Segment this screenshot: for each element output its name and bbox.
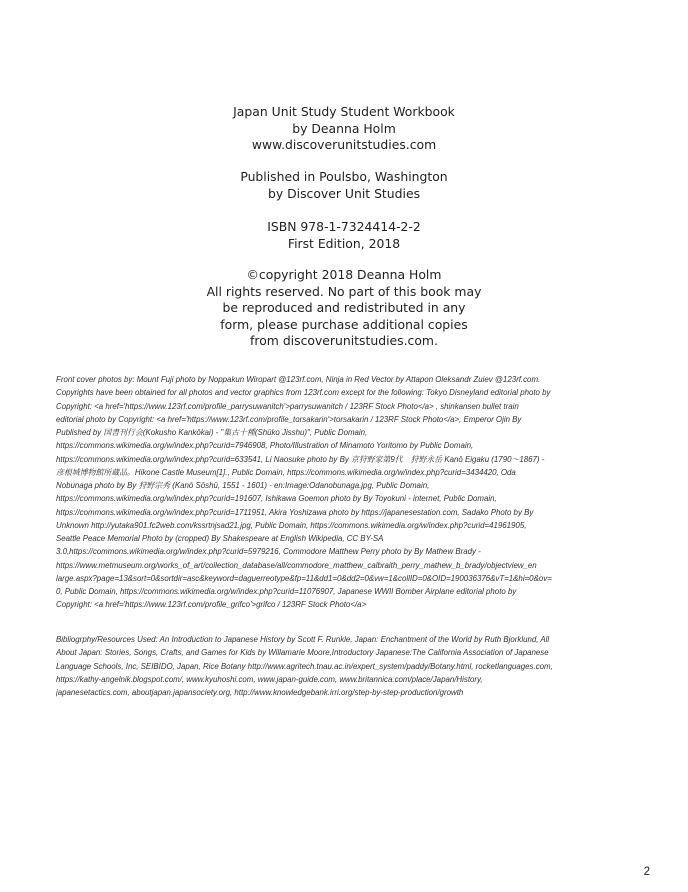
credit-line: Published by 国書刊行会(Kokusho Kankōkai) - "集古十種(Shūko Jisshu)", Public Domain, (56, 428, 368, 437)
credit-line: Copyrights have been obtained for all photos and vector graphics from 123rf.com except for the following: Tokyo Disneyland editorial photo by (56, 388, 551, 398)
page-number: 2 (643, 866, 650, 878)
rights-line: All rights reserved. No part of this book may (206, 283, 482, 299)
photo-credits (56, 373, 646, 612)
rights-line: be reproduced and redistributed in any (222, 300, 466, 315)
credit-line: Copyright: <a href='https://www.123rf.com/profile_parrysuwanitch'>parrysuwanitch / 123RF Stock Photo</a> , shinkansen bullet train (56, 401, 519, 411)
title-block (0, 104, 688, 154)
website-line: www.discoverunitstudies.com (251, 137, 437, 152)
bibliography-line: About Japan: Stories, Songs, Crafts, and Games for Kids by Willamarie Moore,Introductory Japanese:The California Association of Japanese (56, 648, 549, 658)
copyright-line: ©copyright 2018 Deanna Holm (246, 267, 442, 282)
credit-line: Nobunaga photo by By 狩野宗秀 (Kanō Sōshū, 1551 - 1601) - en:Image:Odanobunaga.jpg, Public Domain, (56, 481, 430, 490)
author-line: by Deanna Holm (292, 120, 396, 136)
credit-line: 3.0,https://commons.wikimedia.org/w/index.php?curid=5979216, Commodore Matthew Perry photo by By Mathew Brady - (56, 547, 481, 557)
bibliography-line: Language Schools, Inc, SEIBIDO, Japan, Rice Botany http://www.agritech.tnau.ac.in/expert_system/paddy/Botany.html, rocketlanguages.com, (56, 661, 553, 671)
credit-line: 0, Public Domain, https://commons.wikimedia.org/w/index.php?curid=11076907, Japanese WWII Bomber Airplane editorial photo by (56, 587, 517, 596)
book-title: Japan Unit Study Student Workbook (233, 104, 455, 119)
credit-line: editorial photo by Copyright: <a href='https://www.123rf.com/profile_torsakarin'>torsakarin / 123RF Stock Photo</a>, Emperor Ojin By (56, 414, 522, 424)
publisher-block (0, 169, 688, 202)
isbn-block (0, 219, 688, 252)
rights-line: from discoverunitstudies.com. (250, 333, 438, 348)
credit-line: Seattle Peace Memorial Photo by (cropped) By Shakespeare at English Wikipedia, CC BY-SA (56, 534, 384, 543)
bibliography-line: japanesetactics.com, aboutjapan.japansociety.org, http://www.knowledgebank.irri.org/step-by-step-production/growth (56, 688, 464, 697)
credit-line: https://www.metmuseum.org/works_of_art/collection_database/all/commodore_matthew_calbraith_perry_mathew_b_brady/objectview_en (56, 560, 537, 570)
copyright-block (0, 267, 688, 350)
bibliography-line: Bibliogrphy/Resources Used: An Introduction to Japanese History by Scott F. Runkle, Japan: Enchantment of the World by Ruth Bjorklund, All (56, 635, 550, 644)
credit-line: https://commons.wikimedia.org/w/index.php?curid=1711951, Akira Yoshizawa photo by https://japanesestation.com, Sadako Photo by By (56, 507, 534, 517)
edition-line: First Edition, 2018 (287, 235, 401, 251)
bibliography (56, 633, 646, 699)
credit-line: Front cover photos by: Mount Fuji photo by Noppakun Wiropart @123rf.com, Ninja in Red Vector by Attapon Oleksandr Zuiev @123rf.com. (56, 375, 541, 384)
rights-line: form, please purchase additional copies (220, 316, 468, 332)
credit-line: https://commons.wikimedia.org/w/index.php?curid=633541, Li Naosuke photo by By 京狩野家第9代 狩野永岳 Kanō Eigaku (1790～1867) - (56, 454, 545, 464)
credit-line: Unknown http://yutaka901.fc2web.com/kssrtnjsad21.jpg, Public Domain, https://commons.wikimedia.org/w/index.php?curid=41961905, (56, 520, 527, 530)
isbn-line: ISBN 978-1-7324414-2-2 (267, 219, 421, 234)
publisher-location: Published in Poulsbo, Washington (240, 169, 448, 184)
publisher-name: by Discover Unit Studies (267, 185, 421, 201)
credit-line: https://commons.wikimedia.org/w/index.php?curid=7946908, Photo/Illustration of Minamoto Yoritomo by Public Domain, (56, 441, 474, 451)
credit-line: 彦根城博物館所蔵品。Hikone Castle Museum[1]., Public Domain, https://commons.wikimedia.org/w/index.php?curid=3434420, Oda (56, 467, 516, 477)
bibliography-line: https://kathy-angelnik.blogspot.com/, www.kyuhoshi.com, www.japan-guide.com, www.britannica.com/place/Japan/History, (56, 674, 483, 684)
credit-line: large.aspx?page=13&sort=0&sortdir=asc&keyword=daguerreotype&fp=11&dd1=0&dd2=0&vw=1&collID=0&OID=190036376&vT=1&hi=0&ov= (56, 573, 552, 583)
credit-line: Copyright: <a href='https://www.123rf.com/profile_grifco'>grifco / 123RF Stock Photo</a> (56, 600, 367, 610)
credit-line: https://commons.wikimedia.org/w/index.php?curid=191607, Ishikawa Goemon photo by By Toyokuni - internet, Public Domain, (56, 494, 497, 504)
